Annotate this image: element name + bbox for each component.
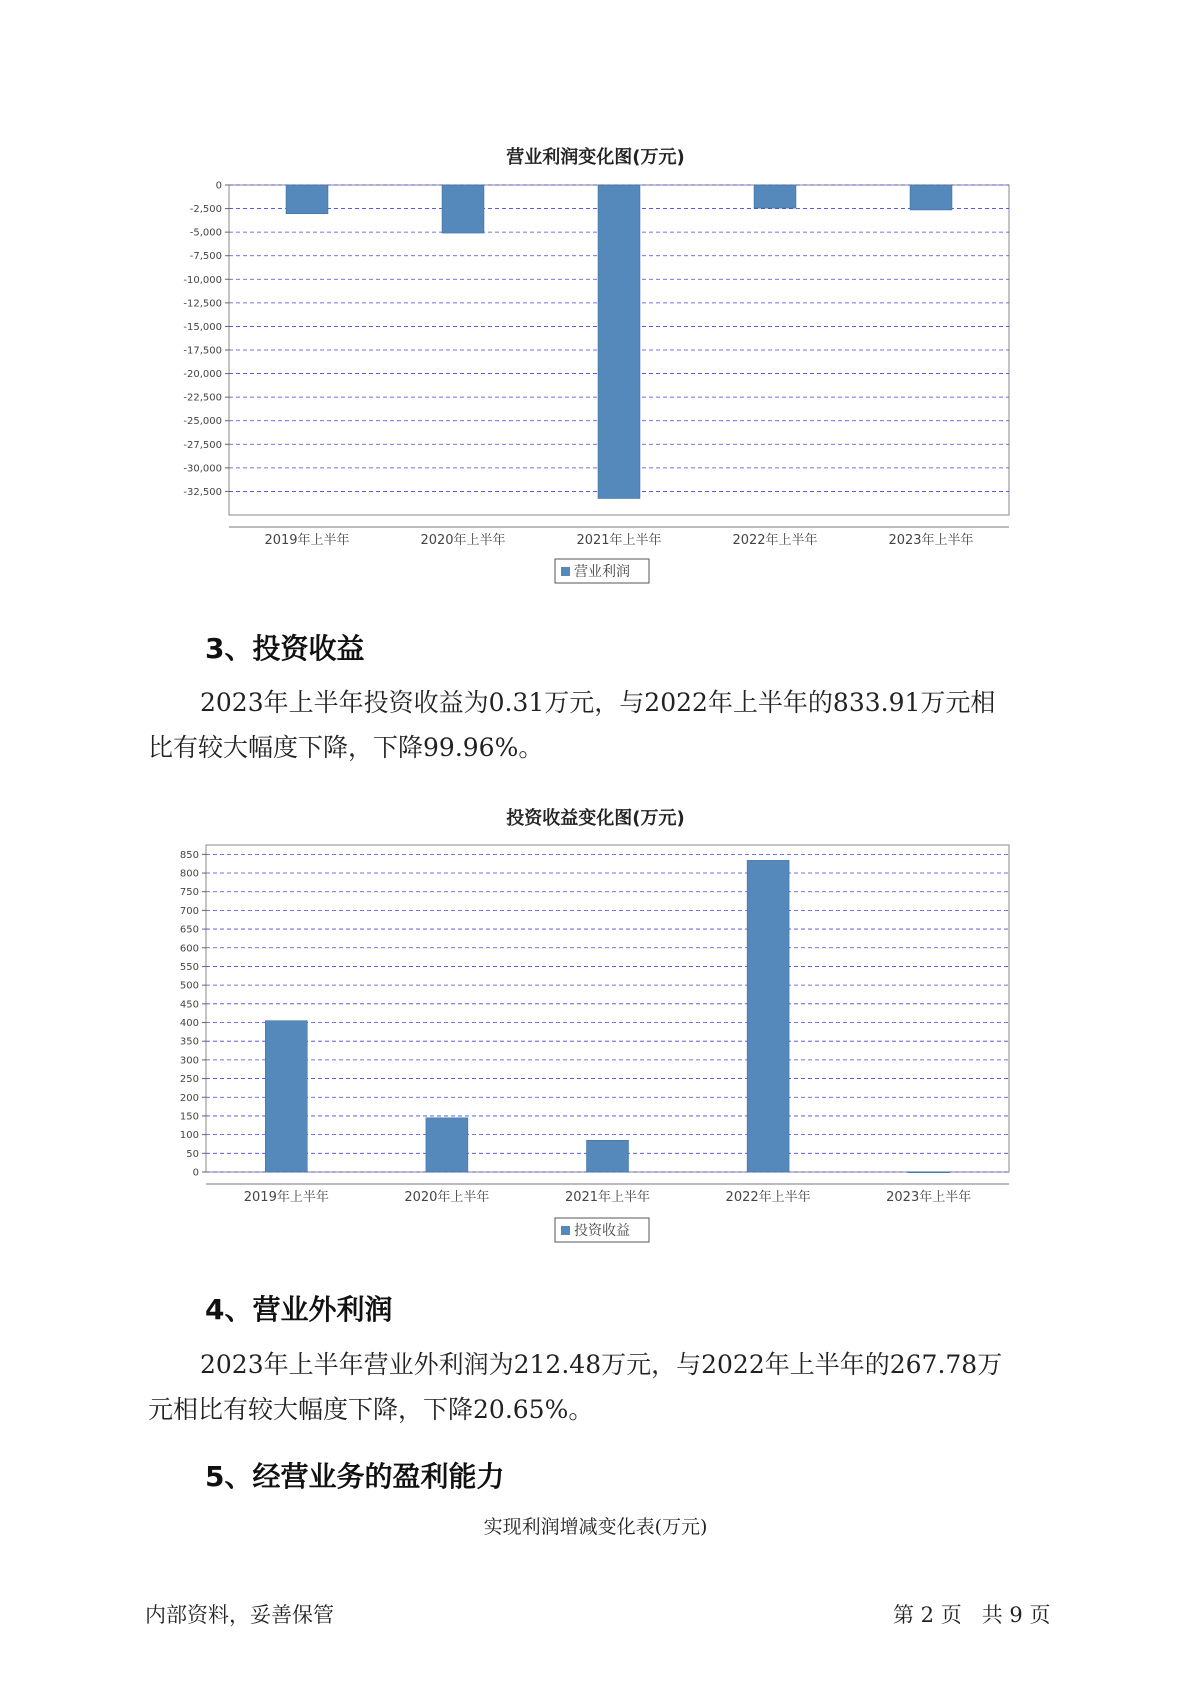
x-tick-label: 2019年上半年 <box>243 1190 329 1205</box>
y-tick-label: 550 <box>179 961 199 973</box>
bar <box>587 1140 629 1172</box>
x-tick-label: 2019年上半年 <box>264 533 350 548</box>
bar <box>747 860 789 1172</box>
y-tick-label: 400 <box>179 1018 199 1030</box>
y-tick-label: -15,000 <box>183 321 222 333</box>
x-tick-label: 2021年上半年 <box>564 1190 651 1205</box>
x-tick-label: 2023年上半年 <box>888 533 974 548</box>
y-tick-label: 650 <box>179 924 199 936</box>
y-tick-label: -22,500 <box>183 392 222 404</box>
y-tick-label: 850 <box>179 849 199 861</box>
y-tick-label: 300 <box>179 1055 199 1067</box>
section3-heading: 3、投资收益 <box>205 632 365 665</box>
y-tick-label: -7,500 <box>189 251 222 263</box>
chart1-title: 营业利润变化图(万元) <box>506 147 685 168</box>
section4-line1: 2023年上半年营业外利润为212.48万元，与2022年上半年的267.78万 <box>200 1350 1003 1379</box>
y-tick-label: -25,000 <box>183 416 222 428</box>
legend-label: 营业利润 <box>574 564 630 580</box>
bar <box>908 1172 950 1173</box>
section3-line2: 比有较大幅度下降，下降99.96%。 <box>148 733 544 762</box>
section5-heading: 5、经营业务的盈利能力 <box>205 1460 505 1493</box>
operating-profit-chart <box>0 160 1191 580</box>
plot-area <box>206 845 1009 1172</box>
y-tick-label: -32,500 <box>183 486 222 498</box>
x-tick-label: 2020年上半年 <box>420 533 506 548</box>
y-tick-label: 200 <box>179 1092 199 1104</box>
x-tick-label: 2021年上半年 <box>576 533 662 548</box>
section4-heading: 4、营业外利润 <box>205 1293 393 1326</box>
section3-paragraph <box>148 680 1048 770</box>
y-tick-label: 750 <box>179 887 199 899</box>
x-tick-label: 2023年上半年 <box>886 1190 972 1205</box>
legend-swatch <box>561 567 570 576</box>
y-tick-label: 50 <box>186 1148 199 1160</box>
y-tick-label: 700 <box>179 905 199 917</box>
y-tick-label: -5,000 <box>189 227 222 239</box>
bar <box>265 1021 307 1172</box>
y-tick-label: 800 <box>179 868 199 880</box>
y-tick-label: 0 <box>215 180 222 192</box>
x-tick-label: 2022年上半年 <box>725 1190 811 1205</box>
y-tick-label: -2,500 <box>189 204 222 216</box>
table-caption: 实现利润增减变化表(万元) <box>483 1516 708 1538</box>
section4-paragraph <box>148 1342 1048 1432</box>
y-tick-label: 250 <box>179 1074 199 1086</box>
bar <box>754 185 796 208</box>
bar <box>442 185 484 233</box>
bar <box>910 185 952 210</box>
y-tick-label: 450 <box>179 999 199 1011</box>
y-tick-label: 500 <box>179 980 199 992</box>
y-tick-label: 350 <box>179 1036 199 1048</box>
y-tick-label: 600 <box>179 943 199 955</box>
y-tick-label: -10,000 <box>183 274 222 286</box>
y-tick-label: -20,000 <box>183 369 222 381</box>
investment-income-chart <box>0 830 1191 1250</box>
y-tick-label: 100 <box>179 1130 199 1142</box>
y-tick-label: -12,500 <box>183 298 222 310</box>
section4-line2: 元相比有较大幅度下降，下降20.65%。 <box>148 1395 594 1424</box>
y-tick-label: -30,000 <box>183 463 222 475</box>
x-tick-label: 2020年上半年 <box>404 1190 490 1205</box>
footer-confidential-note: 内部资料，妥善保管 <box>145 1603 334 1627</box>
y-tick-label: 0 <box>192 1167 199 1179</box>
x-tick-label: 2022年上半年 <box>732 533 818 548</box>
bar <box>286 185 328 214</box>
legend-label: 投资收益 <box>574 1223 630 1239</box>
bar <box>426 1118 468 1172</box>
chart2-title: 投资收益变化图(万元) <box>506 808 685 829</box>
y-tick-label: 150 <box>179 1111 199 1123</box>
footer-page-number: 第 2 页 共 9 页 <box>893 1603 1051 1627</box>
y-tick-label: -17,500 <box>183 345 222 357</box>
y-tick-label: -27,500 <box>183 439 222 451</box>
legend-swatch <box>561 1226 570 1235</box>
section3-line1: 2023年上半年投资收益为0.31万元，与2022年上半年的833.91万元相 <box>200 688 996 717</box>
bar <box>598 185 640 499</box>
